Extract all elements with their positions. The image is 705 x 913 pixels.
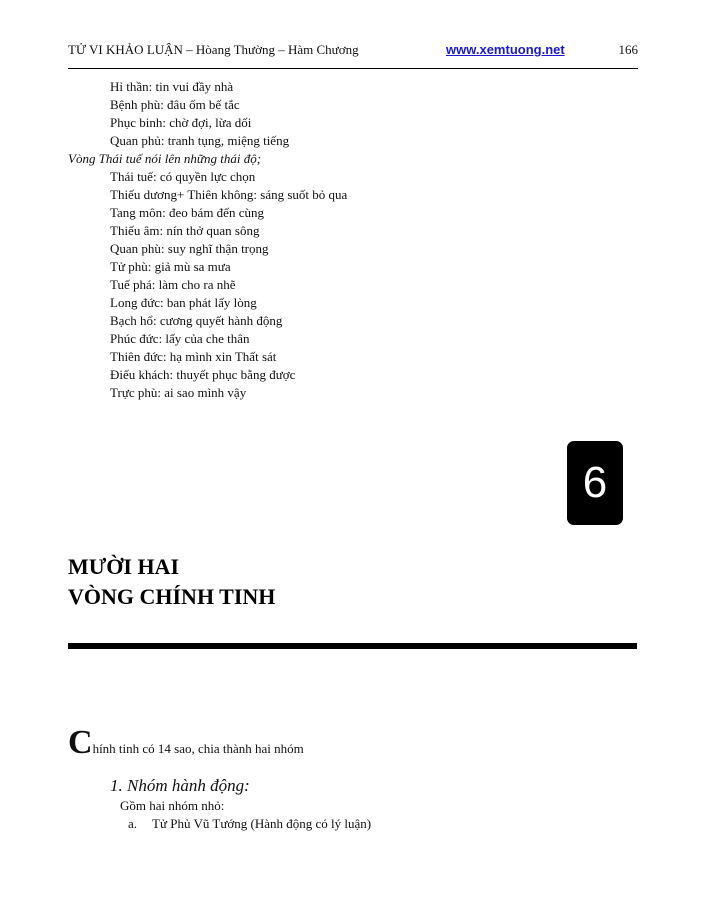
list-item: Điếu khách: thuyết phục bằng được <box>110 367 296 382</box>
intro-paragraph <box>68 726 304 760</box>
list-item-text: Tử Phủ Vũ Tướng (Hành động có lý luận) <box>152 816 372 831</box>
page-number: 166 <box>618 42 638 57</box>
list-item: Quan phủ: tranh tụng, miệng tiếng <box>110 133 290 148</box>
list-item: Bạch hổ: cương quyết hành động <box>110 313 283 328</box>
section-heading: 1. Nhóm hành động: <box>110 776 250 795</box>
chapter-title-line-1: MƯỜI HAI <box>68 554 180 579</box>
list-item: Quan phù: suy nghĩ thận trọng <box>110 241 269 256</box>
drop-cap: C <box>68 724 93 761</box>
list-item: Bệnh phù: đâu ốm bế tắc <box>110 97 240 112</box>
header-divider <box>68 68 638 69</box>
section-subtext: Gồm hai nhóm nhỏ: <box>120 798 225 813</box>
list-item: Thiếu âm: nín thở quan sông <box>110 223 260 238</box>
list-subheading: Vòng Thái tuế nói lên những thái độ; <box>68 151 262 166</box>
list-item: Tuế phá: làm cho ra nhẽ <box>110 277 236 292</box>
list-item: Long đức: ban phát lấy lòng <box>110 295 257 310</box>
chapter-number: 6 <box>582 458 608 507</box>
list-marker: a. <box>128 816 138 831</box>
list-item: Trực phù: ai sao mình vậy <box>110 385 247 400</box>
chapter-divider <box>68 643 637 649</box>
list-item: Thái tuế: có quyền lực chọn <box>110 169 256 184</box>
list-item: Phúc đức: lấy của che thân <box>110 331 250 346</box>
list-item: Thiếu dương+ Thiên không: sáng suốt bỏ qua <box>110 187 348 202</box>
list-item: Thiên đức: hạ mình xin Thất sát <box>110 349 277 364</box>
website-link[interactable]: www.xemtuong.net <box>446 42 565 57</box>
chapter-title-line-2: VÒNG CHÍNH TINH <box>68 584 276 609</box>
intro-text: hính tinh có 14 sao, chia thành hai nhóm <box>92 741 304 756</box>
list-item: Phục binh: chờ đợi, lừa dối <box>110 115 252 130</box>
list-item: Tang môn: đeo bám đến cùng <box>110 205 264 220</box>
list-item: Tử phù: giả mù sa mưa <box>110 259 231 274</box>
book-title: TỬ VI KHẢO LUẬN – Hòang Thường – Hàm Chương <box>68 42 359 57</box>
list-item: Hỉ thần: tin vui đầy nhà <box>110 79 234 94</box>
chapter-title <box>68 552 568 612</box>
page-header <box>68 42 638 62</box>
chapter-number-badge <box>567 441 623 525</box>
